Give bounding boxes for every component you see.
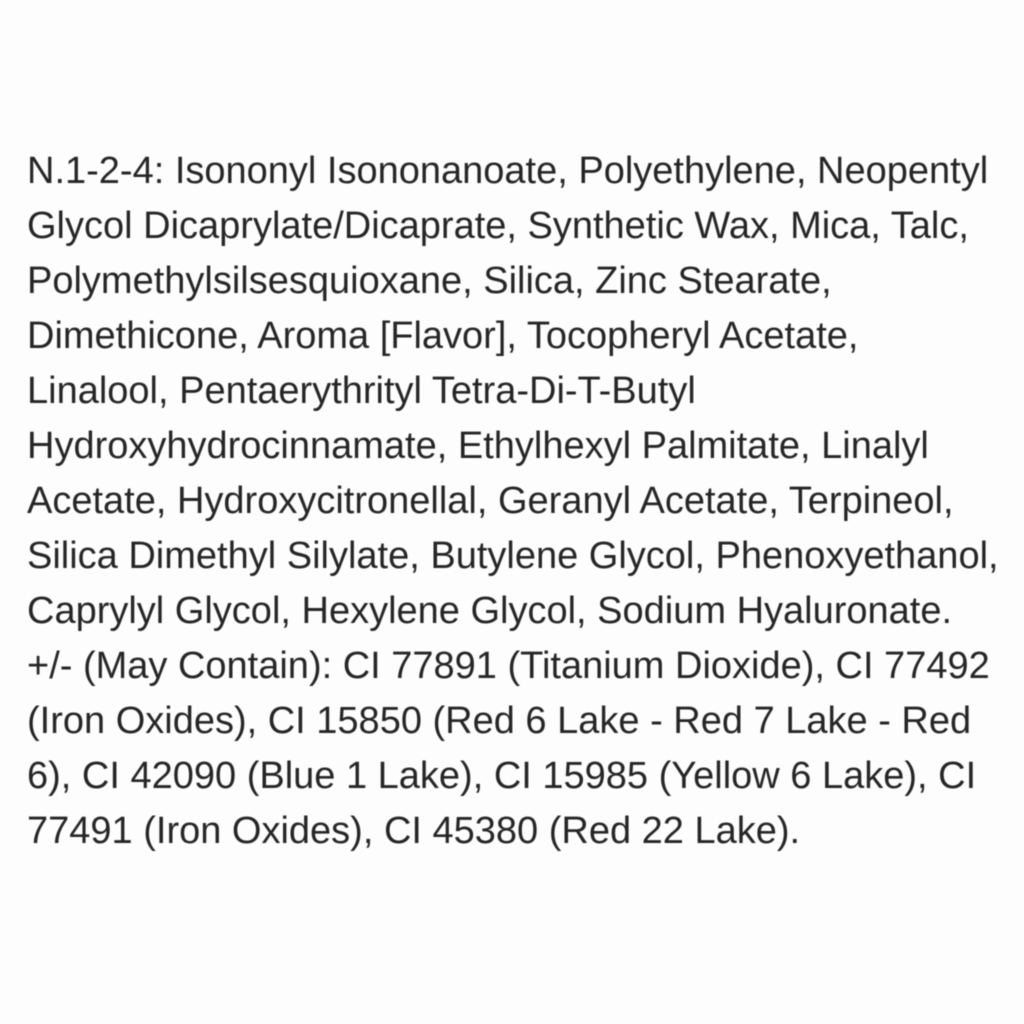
ingredient-text-line: Caprylyl Glycol, Hexylene Glycol, Sodium Hyaluronate.: [27, 590, 953, 632]
ingredient-text-line: (Iron Oxides), CI 15850 (Red 6 Lake - Red 7 Lake - Red: [27, 700, 972, 742]
ingredient-text-line: Hydroxyhydrocinnamate, Ethylhexyl Palmitate, Linalyl: [27, 425, 929, 467]
ingredient-text-line: Linalool, Pentaerythrityl Tetra-Di-T-Butyl: [27, 370, 696, 412]
ingredient-text-line: Silica Dimethyl Silylate, Butylene Glycol, Phenoxyethanol,: [27, 535, 999, 577]
ingredient-text-line: N.1-2-4: Isononyl Isononanoate, Polyethylene, Neopentyl: [27, 150, 989, 192]
ingredient-text-line: +/- (May Contain): CI 77891 (Titanium Dioxide), CI 77492: [27, 645, 990, 687]
ingredient-text-line: Polymethylsilsesquioxane, Silica, Zinc Stearate,: [27, 260, 832, 302]
ingredient-text-line: 6), CI 42090 (Blue 1 Lake), CI 15985 (Yellow 6 Lake), CI: [27, 755, 977, 797]
ingredient-text-line: Glycol Dicaprylate/Dicaprate, Synthetic Wax, Mica, Talc,: [27, 205, 969, 247]
ingredient-list-text: [27, 144, 1021, 859]
ingredient-text-line: Dimethicone, Aroma [Flavor], Tocopheryl Acetate,: [27, 315, 859, 357]
ingredient-text-line: 77491 (Iron Oxides), CI 45380 (Red 22 Lake).: [27, 810, 801, 852]
ingredient-text-line: Acetate, Hydroxycitronellal, Geranyl Acetate, Terpineol,: [27, 480, 954, 522]
